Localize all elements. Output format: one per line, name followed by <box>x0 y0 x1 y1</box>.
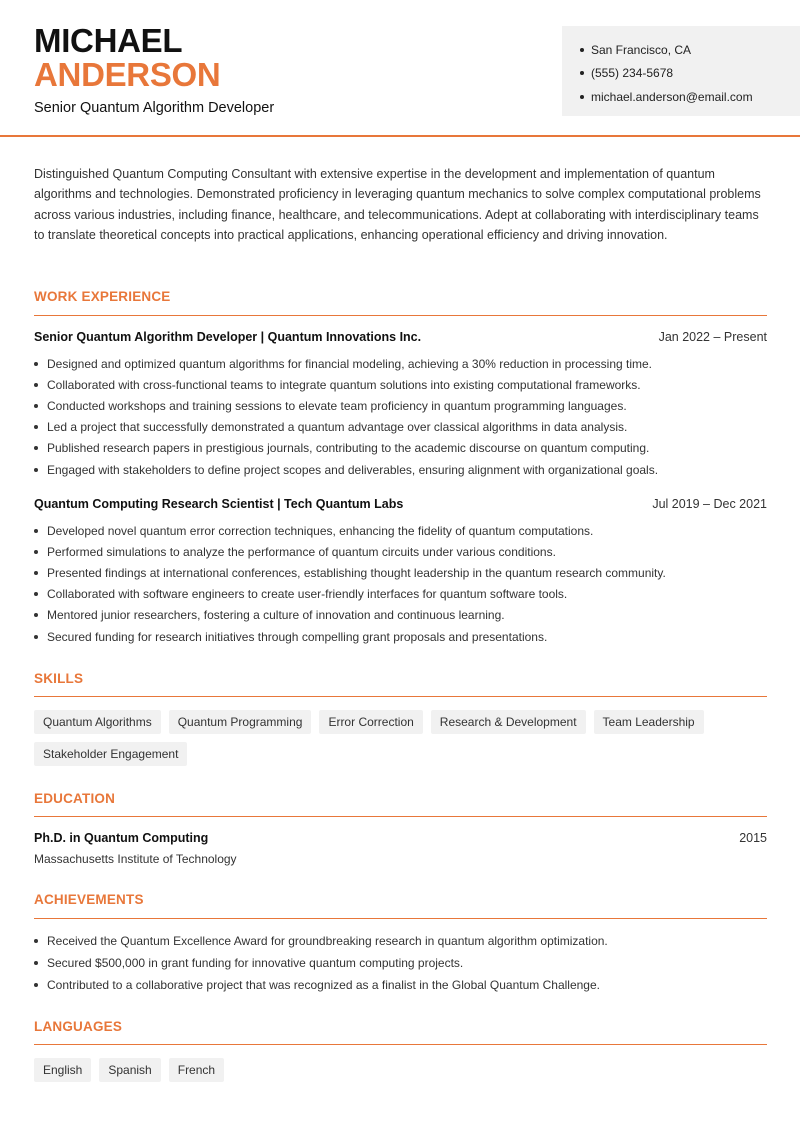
bullet-icon <box>580 48 584 52</box>
list-item <box>34 626 767 647</box>
bullet-text: Engaged with stakeholders to define project scopes and deliverables, ensuring alignment with organizational goals. <box>47 462 659 477</box>
bullet-text: Developed novel quantum error correction techniques, enhancing the fidelity of quantum computations. <box>47 523 594 538</box>
last-name: ANDERSON <box>34 56 221 93</box>
list-item <box>34 584 767 605</box>
bullet-icon <box>580 71 584 75</box>
list-item <box>34 438 767 459</box>
list-item <box>34 562 767 583</box>
list-item <box>34 974 767 996</box>
list-item <box>34 459 767 480</box>
skill-tag: Research & Development <box>431 710 586 734</box>
language-tags <box>34 1058 767 1082</box>
section-title-achievements: ACHIEVEMENTS <box>34 892 144 907</box>
contact-text[interactable]: michael.anderson@email.com <box>591 89 753 104</box>
bullet-text: Mentored junior researchers, fostering a culture of innovation and continuous learning. <box>47 608 505 623</box>
section-title-work: WORK EXPERIENCE <box>34 289 171 304</box>
bullet-text: Received the Quantum Excellence Award for groundbreaking research in quantum algorithm optimization. <box>47 934 608 948</box>
bullet-text: Led a project that successfully demonstrated a quantum advantage over classical algorithms in data analysis. <box>47 420 628 435</box>
list-item <box>34 952 767 974</box>
bullet-icon <box>34 468 38 472</box>
contact-box <box>562 26 800 116</box>
education-degree: Ph.D. in Quantum Computing <box>34 831 209 845</box>
contact-email[interactable] <box>580 85 800 109</box>
section-divider <box>34 696 767 697</box>
section-title-languages: LANGUAGES <box>34 1019 123 1034</box>
job-bullets <box>34 520 767 647</box>
education-header <box>34 831 767 845</box>
language-tag: English <box>34 1058 91 1082</box>
achievement-bullets <box>34 930 767 996</box>
list-item <box>34 930 767 952</box>
bullet-icon <box>34 592 38 596</box>
bullet-icon <box>34 939 38 943</box>
job-role: Senior Quantum Algorithm Developer | Quantum Innovations Inc. <box>34 330 422 344</box>
list-item <box>34 395 767 416</box>
skill-tag: Quantum Algorithms <box>34 710 161 734</box>
bullet-text: Collaborated with cross-functional teams to integrate quantum solutions into existing computational frameworks. <box>47 377 641 392</box>
bullet-text: Collaborated with software engineers to create user-friendly interfaces for quantum software tools. <box>47 587 568 602</box>
section-divider <box>34 918 767 919</box>
skills-tags <box>34 710 767 766</box>
bullet-icon <box>34 446 38 450</box>
bullet-icon <box>34 550 38 554</box>
bullet-icon <box>34 404 38 408</box>
bullet-text: Designed and optimized quantum algorithms for financial modeling, achieving a 30% reduction in processing time. <box>47 356 653 371</box>
skill-tag: Quantum Programming <box>169 710 312 734</box>
bullet-icon <box>580 95 584 99</box>
contact-location <box>580 38 800 62</box>
bullet-text: Performed simulations to analyze the performance of quantum circuits under various conditions. <box>47 544 556 559</box>
bullet-icon <box>34 635 38 639</box>
bullet-icon <box>34 961 38 965</box>
education-year: 2015 <box>739 831 767 845</box>
language-tag: Spanish <box>99 1058 160 1082</box>
job-title: Senior Quantum Algorithm Developer <box>34 100 275 116</box>
list-item <box>34 605 767 626</box>
contact-text: San Francisco, CA <box>591 42 692 57</box>
section-divider <box>34 315 767 316</box>
bullet-icon <box>34 362 38 366</box>
resume-header <box>0 0 800 137</box>
bullet-text: Conducted workshops and training sessions to elevate team proficiency in quantum programming languages. <box>47 398 627 413</box>
bullet-text: Secured $500,000 in grant funding for innovative quantum computing projects. <box>47 956 464 970</box>
first-name: MICHAEL <box>34 22 183 59</box>
job-role: Quantum Computing Research Scientist | Tech Quantum Labs <box>34 497 404 511</box>
skill-tag: Team Leadership <box>594 710 704 734</box>
bullet-icon <box>34 425 38 429</box>
bullet-text: Secured funding for research initiatives through compelling grant proposals and presentations. <box>47 629 548 644</box>
job-dates: Jan 2022 – Present <box>658 330 767 344</box>
job-header <box>34 330 767 344</box>
job-dates: Jul 2019 – Dec 2021 <box>652 497 767 511</box>
list-item <box>34 374 767 395</box>
bullet-icon <box>34 571 38 575</box>
list-item <box>34 353 767 374</box>
section-title-education: EDUCATION <box>34 791 116 806</box>
job-bullets <box>34 353 767 480</box>
section-title-skills: SKILLS <box>34 671 84 686</box>
skill-tag: Stakeholder Engagement <box>34 742 187 766</box>
list-item <box>34 520 767 541</box>
bullet-icon <box>34 383 38 387</box>
bullet-text: Presented findings at international conferences, establishing thought leadership in the quantum research community. <box>47 565 666 580</box>
bullet-icon <box>34 613 38 617</box>
bullet-icon <box>34 529 38 533</box>
list-item <box>34 417 767 438</box>
section-divider <box>34 816 767 817</box>
language-tag: French <box>169 1058 224 1082</box>
education-school: Massachusetts Institute of Technology <box>34 852 237 866</box>
summary-paragraph: Distinguished Quantum Computing Consultant with extensive expertise in the development and implementation of quantum algorithms and technologies. Demonstrated proficiency in leveraging quantum mechanics to solve complex computational problems across various industries, including finance, healthcare, and telecommunications. Adept at collaborating with interdisciplinary teams to translate theoretical concepts into practical applications, enhancing operational efficiency and driving innovation. <box>34 167 761 243</box>
section-divider <box>34 1044 767 1045</box>
contact-text: (555) 234-5678 <box>591 66 674 81</box>
contact-phone <box>580 62 800 86</box>
bullet-text: Published research papers in prestigious journals, contributing to the academic discourse on quantum computing. <box>47 441 650 456</box>
list-item <box>34 541 767 562</box>
bullet-icon <box>34 983 38 987</box>
bullet-text: Contributed to a collaborative project that was recognized as a finalist in the Global Quantum Challenge. <box>47 978 600 992</box>
job-header <box>34 497 767 511</box>
skill-tag: Error Correction <box>319 710 422 734</box>
